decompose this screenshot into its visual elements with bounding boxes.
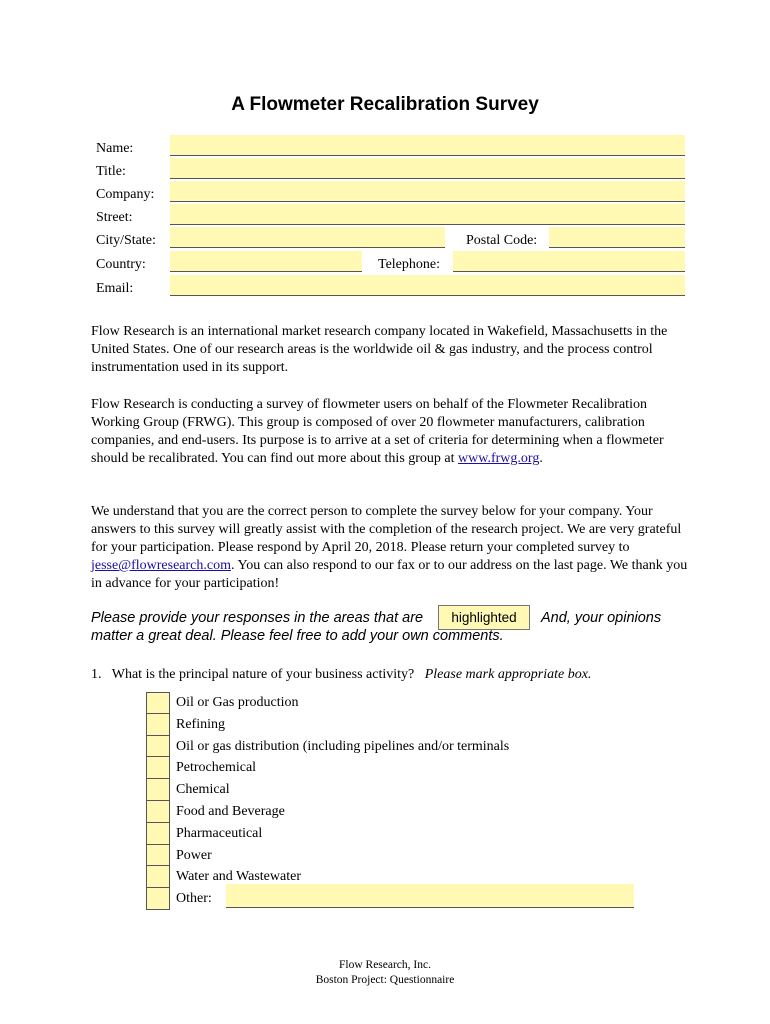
- intro-paragraph-2-end: .: [539, 451, 543, 466]
- country-field[interactable]: [170, 251, 362, 272]
- instructions-line-2: matter a great deal. Please feel free to add your own comments.: [91, 628, 504, 644]
- email-field[interactable]: [170, 275, 685, 296]
- name-field[interactable]: [170, 135, 685, 156]
- option-label: Pharmaceutical: [176, 825, 263, 841]
- option-checkbox[interactable]: [146, 801, 170, 823]
- option-label: Other:: [176, 891, 212, 907]
- option-checkbox[interactable]: [146, 714, 170, 736]
- email-label: Email:: [96, 281, 134, 296]
- company-label: Company:: [96, 187, 155, 202]
- option-label: Oil or gas distribution (including pipelines and/or terminals: [176, 738, 510, 754]
- option-checkbox[interactable]: [146, 779, 170, 801]
- question-text: What is the principal nature of your business activity?: [111, 667, 415, 682]
- footer-company: Flow Research, Inc.: [339, 959, 431, 971]
- telephone-field[interactable]: [453, 251, 685, 272]
- postal-code-field[interactable]: [549, 227, 685, 248]
- frwg-link[interactable]: www.frwg.org: [458, 451, 540, 466]
- intro-paragraph-2: [91, 396, 691, 468]
- option-label: Petrochemical: [176, 760, 257, 776]
- question-number: 1.: [91, 667, 102, 682]
- street-label: Street:: [96, 210, 133, 225]
- city-state-field[interactable]: [170, 227, 445, 248]
- option-label: Water and Wastewater: [176, 869, 301, 885]
- option-label: Refining: [176, 716, 225, 732]
- street-field[interactable]: [170, 204, 685, 225]
- email-link[interactable]: jesse@flowresearch.com: [91, 558, 231, 573]
- other-input[interactable]: [226, 884, 634, 908]
- instructions-line-1: Please provide your responses in the areas that are: [91, 610, 424, 626]
- highlight-sample: highlighted: [438, 605, 530, 630]
- instructions-line-1-end: And, your opinions: [541, 610, 662, 626]
- name-label: Name:: [96, 141, 134, 156]
- title-label: Title:: [96, 164, 126, 179]
- question-hint: Please mark appropriate box.: [424, 667, 592, 682]
- city-state-label: City/State:: [96, 233, 156, 248]
- option-checkbox[interactable]: [146, 845, 170, 867]
- page-title: A Flowmeter Recalibration Survey: [231, 94, 539, 115]
- option-checkbox[interactable]: [146, 823, 170, 845]
- option-checkbox[interactable]: [146, 757, 170, 779]
- option-label: Oil or Gas production: [176, 695, 299, 710]
- question-1: [91, 667, 591, 683]
- page-footer: [0, 958, 770, 988]
- intro-paragraph-1: Flow Research is an international market research company located in Wakefield, Massachusetts in the United States. One of our research areas is the worldwide oil & gas industry, and the process control instrumentation used in its support.: [91, 324, 668, 375]
- intro-paragraph-2-text: Flow Research is conducting a survey of flowmeter users on behalf of the Flowmeter Recalibration Working Group (FRWG). This group is composed of over 20 flowmeter manufacturers, calibration companies, and end-users. Its purpose is to arrive at a set of criteria for determining when a flowmeter should be recalibrated. You can find out more about this group at: [91, 397, 664, 466]
- country-label: Country:: [96, 257, 146, 272]
- option-label: Chemical: [176, 782, 230, 798]
- option-checkbox[interactable]: [146, 692, 170, 714]
- telephone-label: Telephone:: [378, 257, 440, 272]
- option-checkbox[interactable]: [146, 736, 170, 758]
- option-label: Food and Beverage: [176, 803, 285, 819]
- title-field[interactable]: [170, 158, 685, 179]
- footer-project: Boston Project: Questionnaire: [315, 974, 455, 986]
- option-label: Power: [176, 847, 212, 863]
- intro-paragraph-3-text: We understand that you are the correct person to complete the survey below for your company. Your answers to this survey will greatly assist with the completion of the research project. We are very grateful for your participation. Please respond by April 20, 2018. Please return your completed survey to: [91, 504, 682, 555]
- intro-paragraph-3: [91, 503, 691, 593]
- option-checkbox[interactable]: [146, 866, 170, 888]
- company-field[interactable]: [170, 181, 685, 202]
- option-checkbox[interactable]: [146, 888, 170, 910]
- postal-code-label: Postal Code:: [466, 233, 538, 248]
- intro-paragraph-3-end: . You can also respond to our fax or to our address on the last page. We thank you in advance for your participation!: [91, 558, 688, 591]
